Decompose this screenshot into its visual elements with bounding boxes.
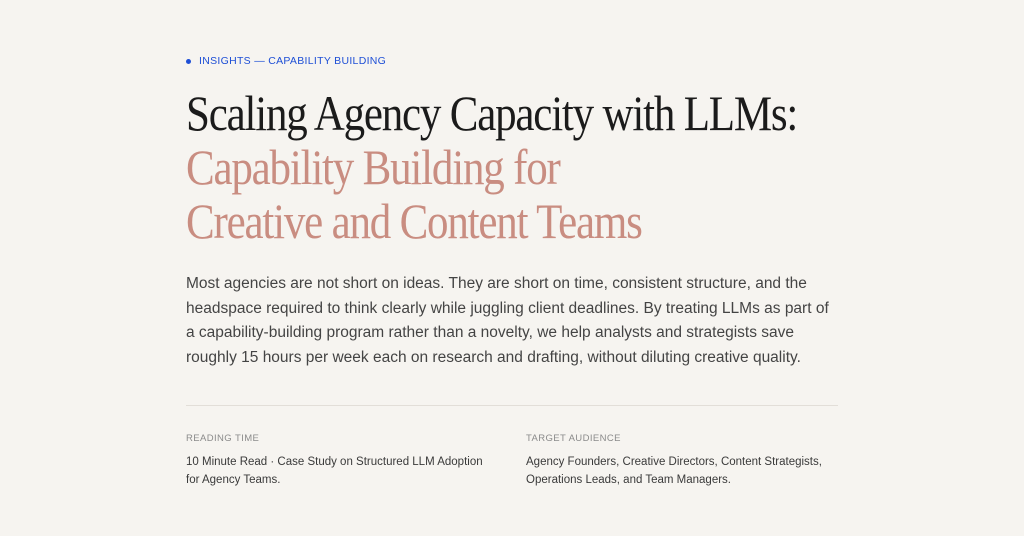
reading-time-block (186, 433, 486, 489)
target-audience-value: Agency Founders, Creative Directors, Content Strategists, Operations Leads, and Team Managers. (526, 456, 822, 486)
category-label: INSIGHTS — CAPABILITY BUILDING (199, 55, 387, 67)
divider (186, 405, 838, 406)
reading-time-label: READING TIME (186, 433, 260, 444)
bullet-dot-icon (186, 59, 191, 64)
category-eyebrow[interactable] (186, 55, 386, 67)
reading-time-value: 10 Minute Read · Case Study on Structured LLM Adoption for Agency Teams. (186, 456, 483, 486)
target-audience-block (526, 433, 826, 489)
lead-paragraph: Most agencies are not short on ideas. They are short on time, consistent structure, and the headspace required to think clearly while juggling client deadlines. By treating LLMs as part of a capability-building program rather than a novelty, we help analysts and strategists save roughly 15 hours per week each on research and drafting, without diluting creative quality. (186, 275, 829, 366)
target-audience-label: TARGET AUDIENCE (526, 433, 621, 444)
page-title-primary: Scaling Agency Capacity with LLMs: (186, 85, 798, 141)
page-title-secondary: Capability Building for Creative and Content Teams (186, 139, 642, 249)
page-title (186, 86, 840, 248)
